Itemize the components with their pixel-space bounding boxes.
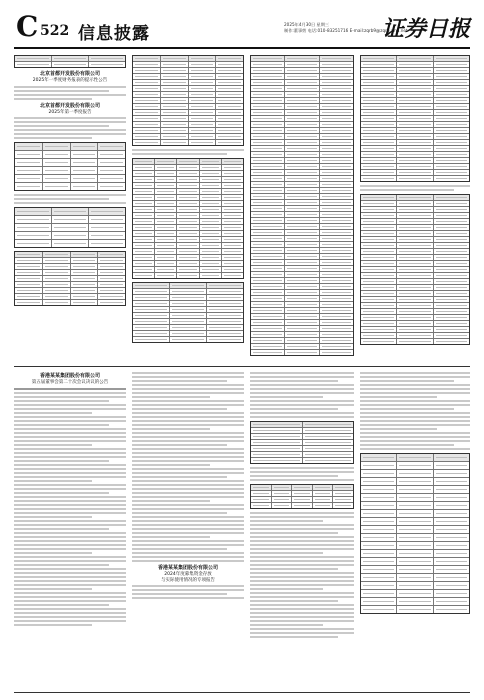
financial-table [360, 55, 470, 182]
section-number: 522 [40, 23, 70, 39]
editor-contact: 制作:董事剪 电话:010-83251716 E-mail:zqrb9@zqrb.sina.net [284, 28, 408, 33]
masthead [14, 10, 470, 44]
data-table [360, 453, 470, 614]
announcement-title-4b: 与实际使用情况的专项报告 [161, 577, 215, 583]
financial-table [14, 142, 126, 191]
financial-table [360, 194, 470, 345]
financial-table [250, 55, 354, 356]
data-table [250, 484, 354, 509]
announcement-company-2: 北京首都开发股份有限公司 [39, 102, 100, 109]
financial-table [14, 207, 126, 248]
financial-table [132, 55, 244, 146]
lower-column-2 [132, 370, 244, 688]
announcement-company-3: 香港某某集团股份有限公司 [39, 373, 100, 379]
lower-column-4 [360, 370, 470, 688]
data-table [14, 55, 126, 68]
issue-date: 2025年4月30日 星期三 [284, 22, 330, 27]
announcement-title-2: 2025年第一季度报告 [48, 109, 92, 115]
upper-column-4 [360, 52, 470, 362]
financial-table [132, 282, 244, 343]
section-title: 信息披露 [78, 24, 150, 44]
lower-column-3 [250, 370, 354, 688]
masthead-rule [14, 47, 470, 49]
financial-table [14, 251, 126, 306]
bottom-rule [14, 692, 470, 693]
upper-column-2 [132, 52, 244, 362]
upper-column-1 [14, 52, 126, 362]
announcement-company-4: 香港某某集团股份有限公司 [157, 565, 218, 571]
lower-column-1 [14, 370, 126, 688]
announcement-title-3: 第五届董事会第二十次会议决议的公告 [31, 380, 109, 385]
newspaper-logo: 证券日报 [381, 16, 470, 42]
announcement-company: 北京首都开发股份有限公司 [39, 71, 100, 77]
financial-table [132, 158, 244, 279]
announcement-title: 2025年一季度财务报表的提示性公告 [32, 78, 108, 83]
data-table [250, 421, 354, 464]
section-letter: C [16, 10, 39, 43]
section-divider [14, 366, 470, 367]
announcement-title-4: 2024年度募集资金存放 [164, 572, 212, 577]
upper-column-3 [250, 52, 354, 362]
